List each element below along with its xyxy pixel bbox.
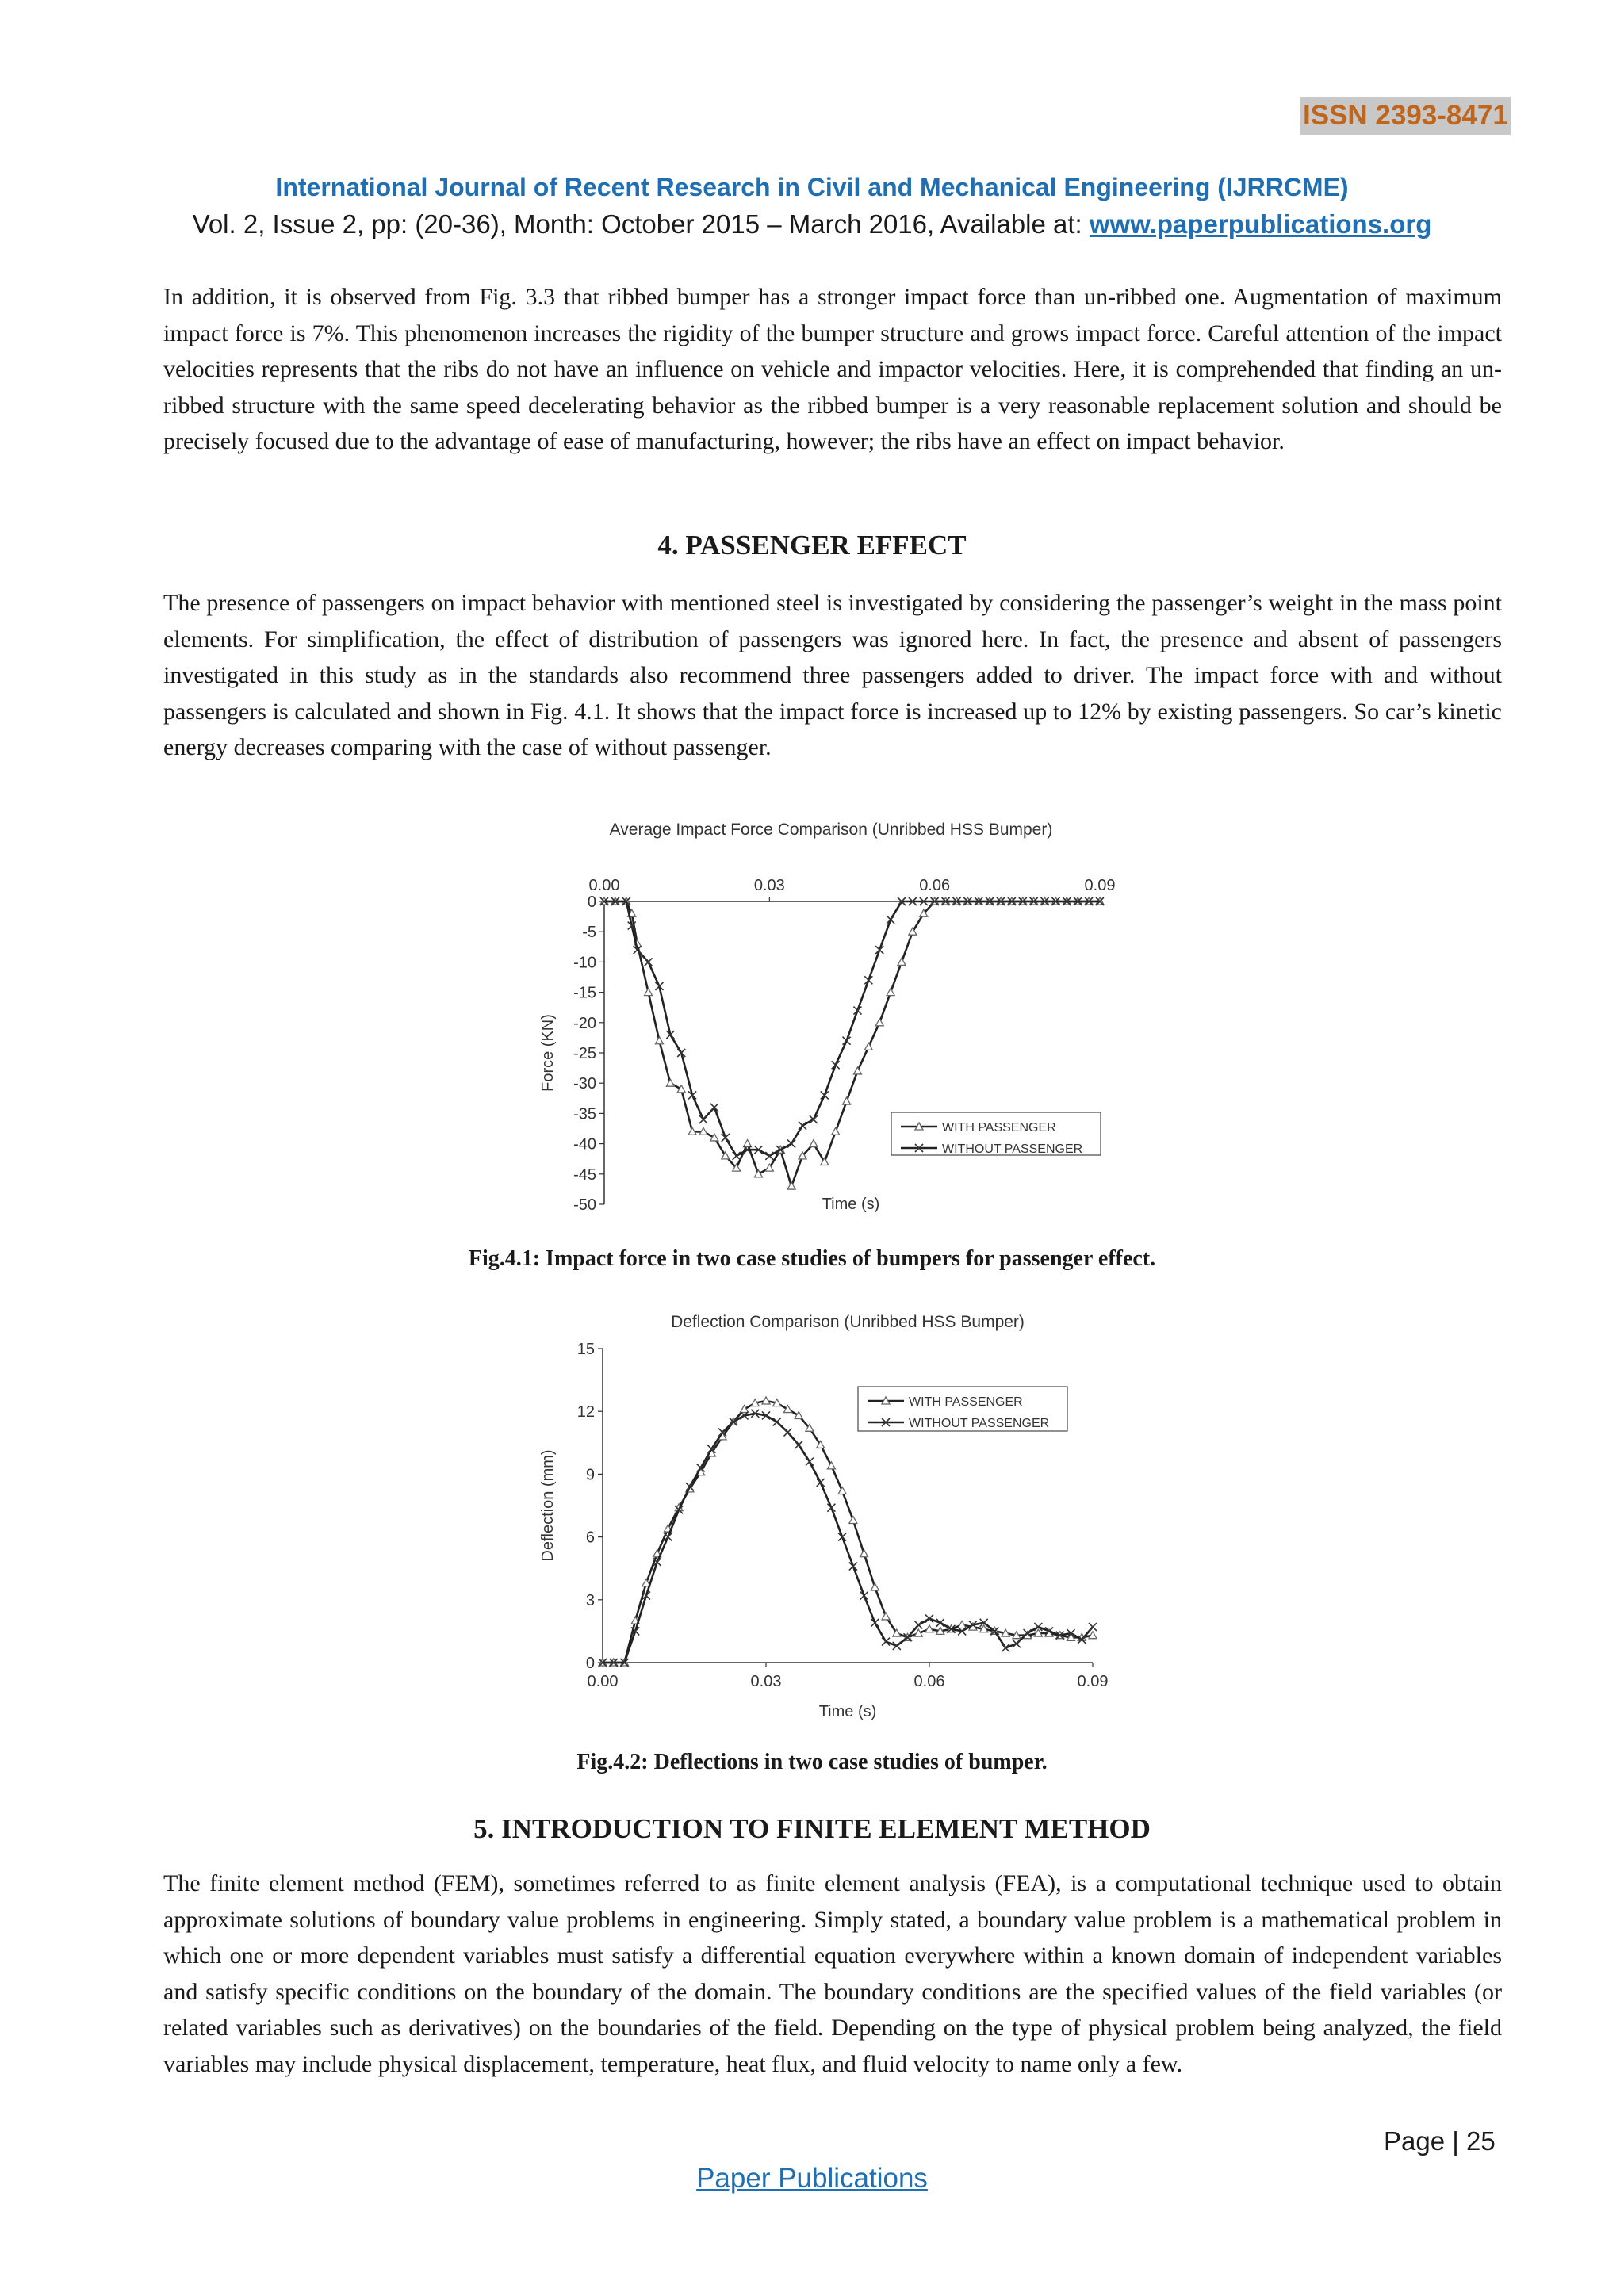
deflection-data-point	[806, 1458, 814, 1466]
deflection-x-label: Time (s)	[818, 1703, 877, 1720]
impact-force-y-tick-label: -50	[573, 1196, 596, 1214]
website-link[interactable]: www.paperpublications.org	[1089, 209, 1432, 239]
deflection-data-point	[795, 1441, 802, 1448]
impact-force-x-tick-label: 0.06	[919, 877, 951, 894]
impact-force-y-label: Force (KN)	[539, 1014, 557, 1092]
deflection-data-point	[783, 1429, 791, 1437]
page-number: Page | 25	[1384, 2126, 1496, 2156]
impact-force-data-point	[733, 1152, 741, 1160]
deflection-legend-label: WITH PASSENGER	[909, 1395, 1023, 1409]
impact-force-data-point	[655, 1037, 663, 1044]
impact-force-data-point	[787, 1140, 795, 1148]
deflection-data-point	[860, 1550, 868, 1557]
impact-force-x-label: Time (s)	[822, 1196, 880, 1213]
deflection-data-point	[773, 1418, 781, 1425]
deflection-series-line	[603, 1401, 1093, 1663]
figure-4-1-caption: Fig.4.1: Impact force in two case studies of bumpers for passenger effect.	[468, 1246, 1156, 1271]
impact-force-data-point	[810, 1140, 818, 1147]
deflection-series-with-passenger	[599, 1397, 1097, 1666]
deflection-x-tick-label: 0.06	[914, 1673, 945, 1690]
impact-force-data-point	[799, 1122, 806, 1130]
impact-force-data-point	[887, 989, 894, 996]
impact-force-y-tick-label: 0	[587, 894, 596, 911]
impact-force-y-tick-label: -30	[573, 1075, 596, 1093]
deflection-data-point	[783, 1406, 791, 1413]
impact-force-data-point	[744, 1140, 752, 1147]
deflection-data-point	[741, 1406, 749, 1413]
impact-force-data-point	[898, 958, 906, 965]
section-heading-passenger-effect: 4. PASSENGER EFFECT	[657, 530, 967, 561]
deflection-legend-label: WITHOUT PASSENGER	[909, 1417, 1050, 1430]
publisher-link[interactable]: Paper Publications	[696, 2163, 928, 2194]
deflection-x-tick-label: 0.00	[587, 1673, 619, 1690]
impact-force-x-tick-label: 0.00	[588, 877, 620, 894]
impact-force-x-tick-label: 0.03	[753, 877, 785, 894]
impact-force-y-tick-label: -5	[582, 924, 596, 942]
deflection-y-tick-label: 12	[576, 1403, 595, 1422]
impact-force-legend-label: WITHOUT PASSENGER	[942, 1142, 1083, 1156]
impact-force-data-point	[765, 1152, 773, 1160]
deflection-y-tick-label: 15	[576, 1341, 595, 1358]
deflection-data-point	[838, 1487, 846, 1494]
impact-force-data-point	[853, 1067, 861, 1074]
journal-title: International Journal of Recent Research in Civil and Mechanical Engineering (IJRRCME)	[275, 173, 1349, 201]
impact-force-data-point	[699, 1115, 707, 1123]
impact-force-y-tick-label: -25	[573, 1045, 596, 1062]
deflection-data-point	[914, 1621, 922, 1628]
impact-force-y-tick-label: -40	[573, 1135, 596, 1154]
deflection-data-point	[882, 1613, 890, 1620]
deflection-data-point	[849, 1516, 857, 1523]
impact-force-chart	[523, 813, 1126, 1225]
impact-force-data-point	[843, 1097, 851, 1104]
impact-force-y-tick-label: -35	[573, 1105, 596, 1123]
impact-force-legend	[891, 1112, 1101, 1156]
journal-meta	[0, 209, 1624, 239]
deflection-data-point	[827, 1462, 835, 1469]
deflection-series-without-passenger	[599, 1410, 1097, 1667]
deflection-y-tick-label: 0	[585, 1655, 595, 1672]
impact-force-y-tick-label: -15	[573, 984, 596, 1002]
paragraph-fem: The finite element method (FEM), sometimes referred to as finite element analysis (FEA), is a computational technique used to obtain approximate solutions of boundary value problems in engineering. Simply stated, a boundary value problem is a mathematical problem in which one or more dependent variables must satisfy a differential equation everywhere within a known domain of independent variables and satisfy specific conditions on the boundary of the domain. The boundary conditions are the specified values of the field variables (or related variables such as derivatives) on the boundaries of the field. Depending on the type of physical problem being analyzed, the field variables may include physical displacement, temperature, heat flux, and fluid velocity to name only a few.	[163, 1870, 1502, 2077]
deflection-x-tick-label: 0.03	[750, 1673, 782, 1690]
impact-force-data-point	[787, 1182, 795, 1189]
deflection-legend	[858, 1387, 1067, 1431]
paragraph-passenger-effect: The presence of passengers on impact behavior with mentioned steel is investigated by considering the passenger’s weight in the mass point elements. For simplification, the effect of distribution of passengers was ignored here. In fact, the presence and absent of passengers investigated in this study as in the standards also recommend three passengers added to driver. The impact force with and without passengers is calculated and shown in Fig. 4.1. It shows that the impact force is increased up to 12% by existing passengers. So car’s kinetic energy decreases comparing with the case of without passenger.	[163, 590, 1502, 761]
deflection-y-label: Deflection (mm)	[539, 1449, 557, 1562]
impact-force-x-tick-label: 0.09	[1084, 877, 1116, 894]
impact-force-legend-label: WITH PASSENGER	[942, 1121, 1056, 1135]
impact-force-data-point	[832, 1127, 840, 1135]
impact-force-y-tick-label: -45	[573, 1165, 596, 1184]
impact-force-data-point	[875, 1019, 883, 1026]
deflection-x-tick-label: 0.09	[1077, 1673, 1109, 1690]
section-heading-fem: 5. INTRODUCTION TO FINITE ELEMENT METHOD	[473, 1813, 1151, 1844]
impact-force-data-point	[666, 1079, 674, 1086]
deflection-data-point	[817, 1479, 825, 1487]
deflection-y-tick-label: 3	[585, 1591, 595, 1609]
deflection-series-line	[603, 1414, 1093, 1663]
figure-4-2-caption: Fig.4.2: Deflections in two case studies of bumper.	[576, 1750, 1048, 1774]
deflection-data-point	[871, 1619, 879, 1627]
impact-force-title: Average Impact Force Comparison (Unribbed HSS Bumper)	[609, 821, 1053, 839]
impact-force-data-point	[810, 1115, 818, 1123]
deflection-data-point	[1089, 1623, 1097, 1631]
impact-force-y-tick-label: -20	[573, 1014, 596, 1032]
deflection-title: Deflection Comparison (Unribbed HSS Bumper)	[671, 1313, 1025, 1331]
impact-force-data-point	[645, 958, 653, 966]
deflection-y-tick-label: 6	[585, 1529, 595, 1547]
deflection-y-tick-label: 9	[585, 1466, 595, 1484]
impact-force-y-tick-label: -10	[573, 954, 596, 972]
deflection-chart	[523, 1304, 1126, 1736]
journal-meta-text: Vol. 2, Issue 2, pp: (20-36), Month: October 2015 – March 2016, Available at:	[192, 209, 1090, 239]
deflection-data-point	[871, 1583, 879, 1590]
paragraph-ribbed-bumper: In addition, it is observed from Fig. 3.3 that ribbed bumper has a stronger impact force than un-ribbed one. Augmentation of maximum impact force is 7%. This phenomenon increases the rigidity of the bumper structure and grows impact force. Careful attention of the impact velocities represents that the ribs do not have an influence on vehicle and impactor velocities. Here, it is comprehended that finding an un-ribbed structure with the same speed decelerating behavior as the ribbed bumper is a very reasonable replacement solution and should be precisely focused due to the advantage of ease of manufacturing, however; the ribs have an effect on impact behavior.	[163, 284, 1502, 455]
impact-force-data-point	[864, 1043, 872, 1050]
issn-label: ISSN 2393-8471	[1300, 97, 1511, 135]
impact-force-data-point	[645, 989, 653, 996]
